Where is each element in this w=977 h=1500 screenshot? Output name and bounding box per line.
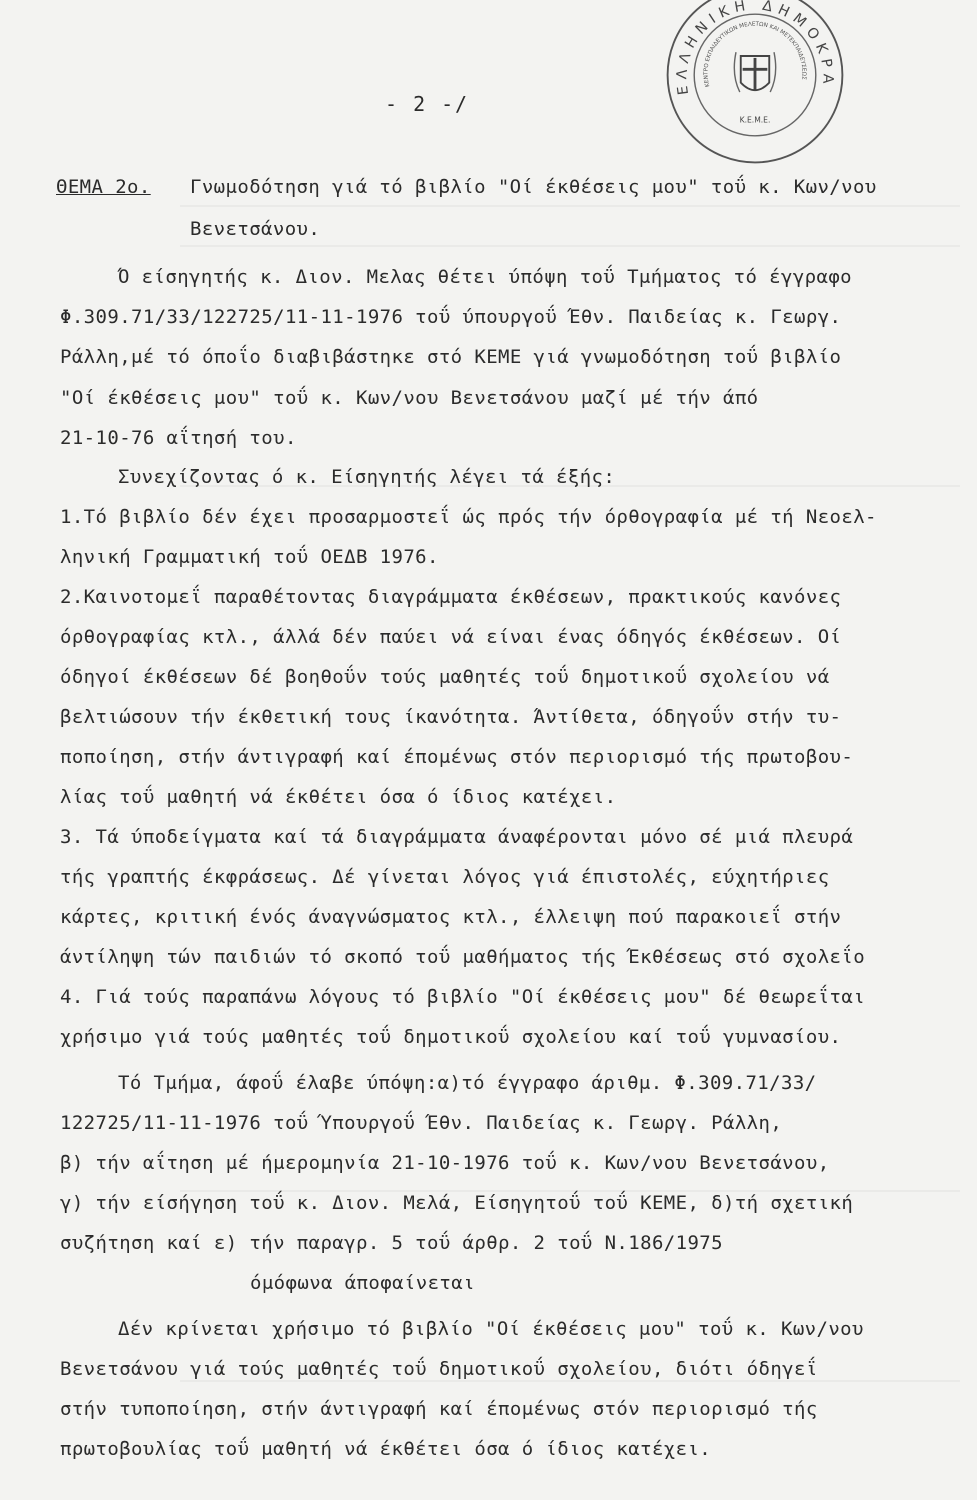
- text-line: Βενετσάνου γιά τούς μαθητές τοΰ δημοτικοΰ σχολείου, διότι όδηγεΐ: [60, 1358, 818, 1380]
- text-line: Ό είσηγητής κ. Διον. Μελας θέτει ύπόψη τοΰ Τμήματος τό έγγραφο: [118, 266, 853, 288]
- text-line: στήν τυποποίηση, στήν άντιγραφή καί έπομένως στόν περιορισμό τής: [60, 1398, 818, 1420]
- text-line: τής γραπτής έκφράσεως. Δέ γίνεται λόγος γιά έπιστολές, εύχητήριες: [60, 866, 830, 888]
- text-line: γ) τήν είσήγηση τοΰ κ. Διον. Μελά, Είσηγητοΰ τοΰ ΚΕΜΕ, δ)τή σχετική: [60, 1192, 854, 1214]
- text-line: "Οί έκθέσεις μου" τοΰ κ. Κων/νου Βενετσάνου μαζί μέ τήν άπό: [60, 387, 759, 409]
- text-line: 122725/11-11-1976 τοΰ Ύπουργοΰ Έθν. Παιδείας κ. Γεωργ. Ράλλη,: [60, 1112, 783, 1134]
- text-line: 3. Τά ύποδείγματα καί τά διαγράμματα άναφέρονται μόνο σέ μιά πλευρά: [60, 826, 854, 848]
- text-line: χρήσιμο γιά τούς μαθητές τοΰ δημοτικοΰ σχολείου καί τοΰ γυμνασίου.: [60, 1026, 842, 1048]
- text-line: όρθογραφίας κτλ., άλλά δέν παύει νά είναι ένας όδηγός έκθέσεων. Οί: [60, 626, 842, 648]
- text-line: άντίληψη τών παιδιών τό σκοπό τοΰ μαθήματος τής Έκθέσεως στό σχολεΐο: [60, 946, 866, 968]
- text-line: ποποίηση, στήν άντιγραφή καί έπομένως στόν περιορισμό τής πρωτοβου-: [60, 746, 854, 768]
- official-stamp: [660, 0, 850, 170]
- text-line: Συνεχίζοντας ό κ. Είσηγητής λέγει τά έξής:: [118, 466, 616, 488]
- text-line: λίας τοΰ μαθητή νά έκθέτει όσα ό ίδιος κατέχει.: [60, 786, 617, 808]
- text-line: Φ.309.71/33/122725/11-11-1976 τοΰ ύπουργοΰ Έθν. Παιδείας κ. Γεωργ.: [60, 306, 842, 328]
- bleed-through: [180, 1380, 960, 1382]
- page-number-mark: /: [455, 92, 468, 116]
- text-line: Ράλλη,μέ τό όποΐο διαβιβάστηκε στό ΚΕΜΕ γιά γνωμοδότηση τοΰ βιβλίο: [60, 346, 842, 368]
- text-line: όδηγοί έκθέσεων δέ βοηθοΰν τούς μαθητές τοΰ δημοτικοΰ σχολείου νά: [60, 666, 830, 688]
- text-line: Δέν κρίνεται χρήσιμο τό βιβλίο "Οί έκθέσεις μου" τοΰ κ. Κων/νου: [118, 1318, 864, 1340]
- text-line: κάρτες, κριτική ένός άναγνώσματος κτλ., έλλειψη πού παρακοιεΐ στήν: [60, 906, 842, 928]
- text-line: β) τήν αΐτηση μέ ήμερομηνία 21-10-1976 τοΰ κ. Κων/νου Βενετσάνου,: [60, 1152, 830, 1174]
- stamp-bottom-text: Κ.Ε.Μ.Ε.: [739, 115, 771, 125]
- bleed-through: [180, 245, 960, 247]
- text-line: πρωτοβουλίας τοΰ μαθητή νά έκθέτει όσα ό ίδιος κατέχει.: [60, 1438, 712, 1460]
- stamp-outer-text: ΕΛΛΗΝΙΚΗ ΔΗΜΟΚΡΑ: [674, 0, 836, 96]
- text-line: βελτιώσουν τήν έκθετική τους ίκανότητα. Άντίθετα, όδηγοΰν στήν τυ-: [60, 706, 842, 728]
- theme-label: ΘΕΜΑ 2ο.: [56, 176, 151, 198]
- text-line: Τό Τμήμα, άφοΰ έλαβε ύπόψη:α)τό έγγραφο άριθμ. Φ.309.71/33/: [118, 1072, 817, 1094]
- text-line: όμόφωνα άποφαίνεται: [250, 1272, 475, 1294]
- stamp-seal-icon: [660, 0, 850, 170]
- text-line: Βενετσάνου.: [190, 218, 321, 240]
- text-line: 1.Τό βιβλίο δέν έχει προσαρμοστεΐ ώς πρός τήν όρθογραφία μέ τή Νεοελ-: [60, 506, 877, 528]
- page-number: - 2 -: [385, 92, 456, 116]
- text-line: ληνική Γραμματική τοΰ ΟΕΔΒ 1976.: [60, 546, 439, 568]
- bleed-through: [180, 205, 960, 207]
- text-line: 21-10-76 αΐτησή του.: [60, 427, 297, 449]
- text-line: 4. Γιά τούς παραπάνω λόγους τό βιβλίο "Οί έκθέσεις μου" δέ θεωρεΐται: [60, 986, 866, 1008]
- stamp-inner-text: ΚΕΝΤΡΟ ΕΚΠΑΙΔΕΥΤΙΚΩΝ ΜΕΛΕΤΩΝ ΚΑΙ ΜΕΤΕΚΠΑΙΔΕΥΣΕΩΣ: [703, 21, 807, 88]
- text-line: 2.Καινοτομεΐ παραθέτοντας διαγράμματα έκθέσεων, πρακτικούς κανόνες: [60, 586, 842, 608]
- text-line: Γνωμοδότηση γιά τό βιβλίο "Οί έκθέσεις μου" τοΰ κ. Κων/νου: [190, 176, 877, 198]
- text-line: συζήτηση καί ε) τήν παραγρ. 5 τοΰ άρθρ. 2 τοΰ Ν.186/1975: [60, 1232, 723, 1254]
